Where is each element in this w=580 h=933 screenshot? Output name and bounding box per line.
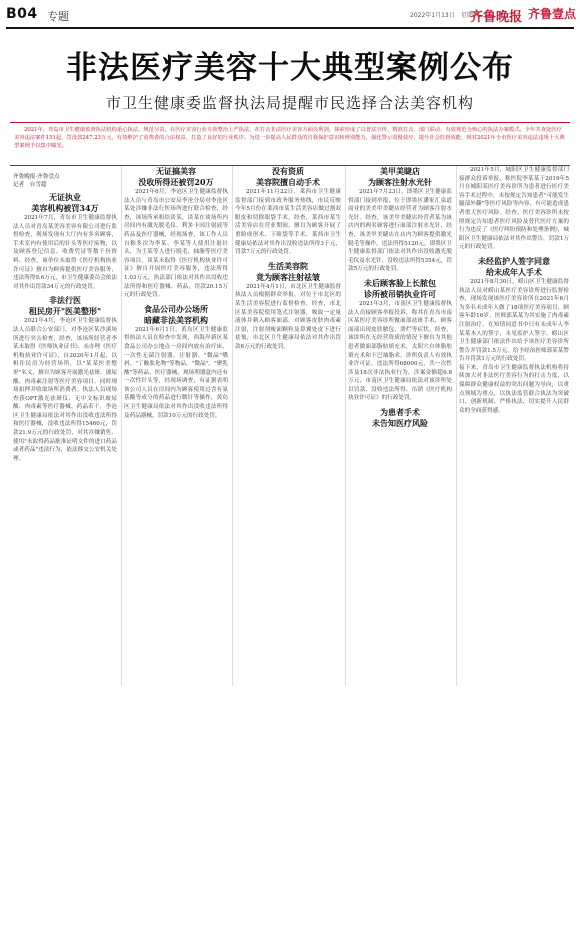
case-body: 2021年4月1日，市北区卫生健康监督执法人员根据群众举报，对位于市北区的某生活美容院进行监督检查，经查，市北区某美容院使用笔式注射器，吸取一定量液体并刺入顾客面部，对顾客皮肤肉毒素注射，注射剂瘦面颗粒及鼻翼处皮下进行祛皱，市北区卫生健康局依法对其作出罚款6万元的行政处罚。 [235,283,341,350]
headline: 非法医疗美容十大典型案例公布 [66,50,514,86]
issue-date: 2022年1月13日 星期四 [410,12,479,19]
case-body: 2021年7月，青岛市卫生健康监督执法人员对青岛某美容美容有限公司进行监督检查，现场发现有大厅内有多名顾客，手术室内有使用后的针头等医疗废物，以及顾客登记信息、收费凭证等数千份资料。经查，该单位未取得《医疗机构执业许可证》擅自为顾客提供医疗美容服务，违法所得9.6万元，市卫生健康委员会依法对其作出罚款34万元的行政处罚。 [13,215,117,290]
case-title: 未后顾客脸上长脓包 诊所被吊销执业许可 [364,277,436,299]
subheadline: 市卫生健康委监督执法局提醒市民选择合法美容机构 [105,94,474,112]
case-title: 没有资质 美容院擅自动手术 [256,166,320,187]
intro-text: 2021年，青岛市卫生健康监督执法机构重心执法、规范尽责，在医疗美容行业专项整治上严执法，在打击非法医疗美容方面亮利剑，探索形成了以普法宣传、精准打击、部门联动、有效规范为核心的执法办案模式。全年共查处医疗美容违法案件151起，罚没款247.23万元，有效维护了消费者的合法权益，打造了良好的行业秩序。为进一步提高人民群众的自我保护意识和辨别能力，强化警示震慑效应，提升社会监督效能，现对2021年全市医疗美容违法违规十大典型案例予以集中曝光。 [14,127,565,149]
case-title: 无证执业 美容机构被罚34万 [31,192,99,213]
case-body: 2021年4月，李沧区卫生健康监督执法人员联合公安部门，对李沧区某沙溪场所进行突击检查，经查，该场所经营者李某未取得《医师执业证书》、未办理《医疗机构执业许可证》，自2020年1月起，以租住民房为经营场所，以"某某医美整形"名义，擅自为顾客开展激光祛斑、玻尿酸、肉毒素注射等医疗美容项目。同时现场扣押并收取场所消费者。执法人员现场查获OPT激光祛斑仪、无中文标识玻尿酸、肉毒素等医疗器械、药品若干，李沧区卫生健康局依法对其作出没收违法所得和医疗器械，没收违法所得15460元，罚款21.9万元的行政处罚，对其涉嫌销售、使用"未取得药品批准证明文件的进口药品或者药品"违法行为，依法移交公安机关处理。 [13,318,117,462]
page-number: B04 [6,6,38,22]
case-title: 美甲美睫店 为顾客注射水光针 [368,166,432,187]
case-body: 2021年3月，市南区卫生健康监督执法人员接顾客举报投诉，称其在青岛市南区某医疗美容诊所做面部祛斑手术，顾客面部出现皮肤脓包、溃烂等症状。经查，该诊所在无经营资质的情况下擅自为其他患者做面部脂肪填充术，太阳穴自体脂肪填充术和下巴抽脂术，诊所负责人有效执业许可证，违法所得68000元，共一次性涉及18次非法执业行为，涉案金额超6.8万元，市南区卫生健康局依法对该诊所处以罚款、没收违法所得、吊销《医疗机构执业许可证》的行政处罚。 [348,300,452,402]
byline-reporter: 记者 台雪超 [13,182,47,188]
case-title: 未经监护人签字同意 给未成年人手术 [478,255,550,277]
intro-box [10,122,570,166]
case-title: 非法行医 租民房开"医美整形" [28,295,102,317]
case-title: 食品公司办公场所 暗藏非法美容机构 [144,303,208,325]
case-body: 2021年8月30日，崂山区卫生健康监督执法人员对崂山某医疗美容诊所进行监督检查，现场发现该医疗美容诊所在2021年6月为多名未成年人做了18项医疗美容项目，顾客年龄16岁。医师郭某某为其实施了肉毒素注射治疗，在知情同意书中只有未成年人李某某本人的签字，未见监护人签字。崂山区卫生健康部门依法作出给予该医疗美容诊所警告并罚款1.5万元，给予经治医师郭某某警告并罚款1万元的行政处罚。 接下来，青岛市卫生健康监督执法机构将持续加大对非法医疗美容行为的打击力度，以保障群众健康权益的突出问题为导向，以重点领域为重点，以执法监管联合执法为突破口，创新机制、严格执法，切实提升人民群众的全面获得感。 [459,278,569,414]
column-divider [121,166,122,686]
section-label: 专题 [47,10,69,23]
byline-source: 齐鲁晚报·齐鲁壹点 [13,174,60,180]
column-divider [456,166,457,686]
case-body: 2021年5月，城阳区卫生健康监督部门接群众投诉举报，称医院李某某于2019年5月在城阳某医疗美容诊所为患者进行医疗美容手术过程中，未按规定告知患者"可能发生腿部外翻"等医疗风险等内容，有可能造成患者重大医疗风险。经查，医疗美容诊所未按照规定告知患者医疗风险及替代医疗方案的行为违反了《医疗纠纷预防和处理条例》，城阳区卫生健康局依法对其作出警告，罚款1万元的行政处罚。 [459,167,569,251]
case-title: 无证搞美容 没收所得还被罚20万 [138,166,214,187]
case-body: 2021年6月1日，黄岛区卫生健康监督执法人员在检查中发现，西海岸新区某食品公司办公地点一房间内放有治疗床、一次性无菌注射器、注射器、"微晶"嘴唇、"丁酸肽化物"等物品，"微晶"、"聚乳酸"等药品、医疗器械，现场利器盒内还有一次性针头等，经现场调查，有证据表明该公司人员在房间内为顾客使用过含有氨基酸等成分的药品进行微针等操作，黄岛区卫生健康局依法对其作出没收违法所得及药品器械，罚款10万元的行政处罚。 [124,326,228,419]
column-2 [124,166,228,420]
brand-logo: 齐鲁壹点 [528,7,577,21]
case-title: 生活美容院 竟为顾客注射祛皱 [256,260,320,282]
column-3 [235,166,341,352]
column-4 [348,166,452,429]
column-5 [459,166,569,415]
case-body: 2021年6月，李沧区卫生健康监督执法人员与青岛市公安局李沧分局对李沧区某处涉嫌非法行医场所进行联合检查，经查，该场所承租给谈某，谈某在谈场所内房间内有激光脱毛仪、利多卡因注射液等药品及医疗器械，经现场查，该工作人员自称多次为李某、李某等人使用注射针头，为王某等人进行脱毛、抽脂等医疗美容项目。谈某未取得《医疗机构执业许可证》擅自开展医疗美容服务，违法所得1.03万元，执法部门依法对其作出没收违法所得和医疗器械、药品，罚款20.15万元的行政处罚。 [124,189,228,299]
column-divider [232,166,233,686]
newspaper-logo: 齐鲁晚报 [470,10,523,25]
header-rule [6,27,574,29]
case-body: 2021年11月22日，莱西市卫生健康监督部门接到市政务服务热线，市民反映今年5月份在莱西市某生活美容店做过割双眼皮和切除眼袋手术，经查，莱西市某生活美容店在营业期间，擅自为顾客开展了重睑成形术、下睑袋等手术，莱西市卫生健康局依法对其作出没收违法所得3千元，罚款7万元的行政处罚。 [235,189,341,256]
case-body: 2021年7月23日，即墨区卫生健康监督部门接到举报，位于即墨区潘家汇泉道商业的美美甲美睫店经营者为顾客注射水光针。经查，该美甲美睫店经营者某为该店内的两名顾客进行面部注射水光针，经查，该美甲美睫店在店内为顾客提供激光脱毛等操作，违法所得5120元，即墨区卫生健康监督部门依法对其作出没收激光脱毛仪及水光针、没收违法所得5354元，罚款5万元的行政处罚。 [348,189,452,273]
case-title: 为患者手术 未告知医疗风险 [372,407,428,429]
column-divider [345,166,346,686]
page-header [0,0,580,30]
column-1 [13,192,117,463]
